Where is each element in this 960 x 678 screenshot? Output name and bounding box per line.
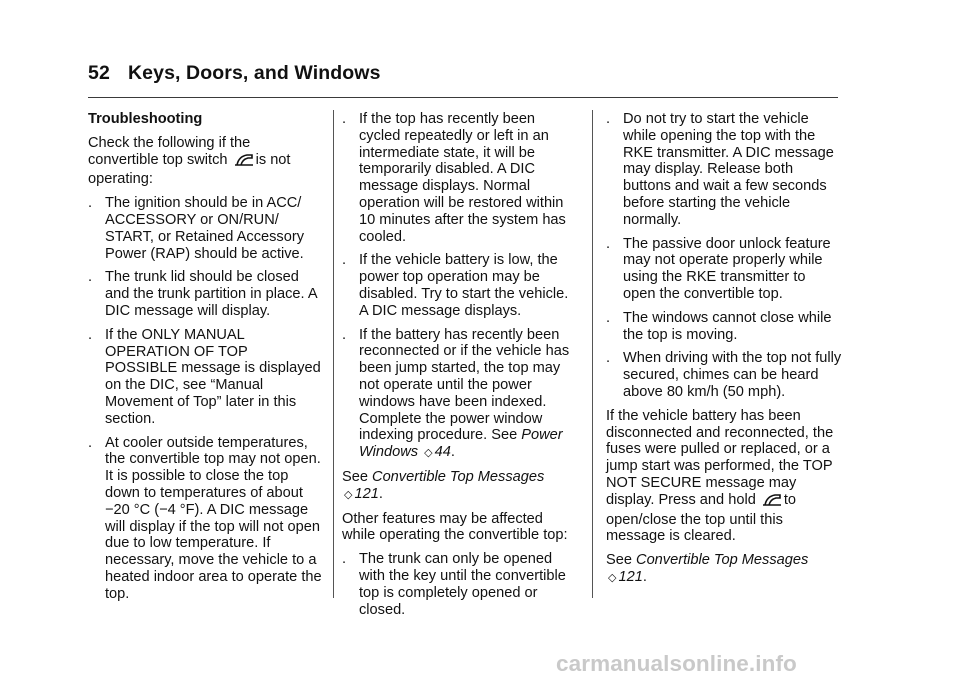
convertible-top-messages-link[interactable]: Convertible Top Messages [636, 552, 809, 569]
list-item: . When driving with the top not fully secured, chimes can be heard above 80 km/h (50 mph). [606, 350, 842, 400]
page-ref-number[interactable]: 121 [354, 485, 379, 502]
list-item: . The trunk can only be opened with the key until the convertible top is completely opened or closed. [342, 551, 566, 618]
page-header [88, 62, 381, 85]
page-number: 52 [88, 62, 110, 84]
convertible-top-switch-icon [233, 153, 255, 172]
list-item: . At cooler outside temperatures, the convertible top may not open. It is possible to close the top down to temperatures of about −20 °C (−4 °F). A DIC message will display if the top will not open due to low temperature. If necessary, move the vehicle to a heated indoor area to operate the top. [88, 434, 322, 602]
column-divider [592, 110, 593, 598]
list-item: . The ignition should be in ACC/ ACCESSORY or ON/RUN/ START, or Retained Accessory Power (RAP) should be active. [88, 195, 304, 262]
list-item: . If the battery has recently been reconnected or if the vehicle has been jump started, the top may not operate until the power windows have been indexed. Complete the power window indexing procedure. See Power Windows ◇ 44. [342, 326, 570, 461]
power-windows-link[interactable]: Power Windows [359, 427, 563, 461]
list-item: . If the ONLY MANUAL OPERATION OF TOP POSSIBLE message is displayed on the DIC, see “Manual Movement of Top” later in this section. [88, 326, 321, 427]
header-rule [88, 97, 838, 98]
page-ref-icon: ◇ [424, 447, 433, 460]
see-reference: See Convertible Top Messages ◇ 121. [342, 468, 545, 502]
watermark: carmanualsonline.info [556, 651, 797, 676]
column-2 [342, 111, 579, 625]
list-item: . If the vehicle battery is low, the power top operation may be disabled. Try to start the vehicle. A DIC message displays. [342, 252, 569, 319]
convertible-top-messages-link[interactable]: Convertible Top Messages [372, 468, 545, 485]
section-heading: Troubleshooting [88, 111, 203, 127]
column-divider [333, 110, 334, 598]
paragraph: If the vehicle battery has been disconnected and reconnected, the fuses were pulled or replaced, or a jump start was performed, the TOP NOT SECURE message may display. Press and hold to open/close the top until this message is cleared. [606, 407, 834, 545]
section-title: Keys, Doors, and Windows [128, 62, 381, 84]
list-item: . The windows cannot close while the top is moving. [606, 309, 832, 343]
page-ref-number[interactable]: 121 [618, 568, 643, 585]
list-item: . The passive door unlock feature may not operate properly while using the RKE transmitter to open the convertible top. [606, 235, 831, 302]
page-ref-number[interactable]: 44 [434, 444, 451, 461]
convertible-top-switch-icon [761, 493, 783, 512]
page-ref-icon: ◇ [608, 571, 617, 584]
intro-paragraph: Check the following if the convertible top switch is not operating: [88, 134, 291, 188]
list-item: . The trunk lid should be closed and the trunk partition in place. A DIC message will display. [88, 269, 317, 319]
column-3 [606, 111, 842, 594]
page-ref-icon: ◇ [344, 488, 353, 501]
paragraph: Other features may be affected while operating the convertible top: [342, 510, 568, 544]
list-item: . If the top has recently been cycled repeatedly or left in an intermediate state, it will be temporarily disabled. A DIC message displays. Normal operation will be restored within 10 minutes after the system has cooled. [342, 111, 566, 245]
list-item: . Do not try to start the vehicle while opening the top with the RKE transmitter. A DIC message may display. Release both buttons and wait a few seconds before starting the vehicle normally. [606, 111, 834, 228]
see-reference: See Convertible Top Messages ◇ 121. [606, 552, 809, 585]
column-1 [88, 111, 323, 610]
